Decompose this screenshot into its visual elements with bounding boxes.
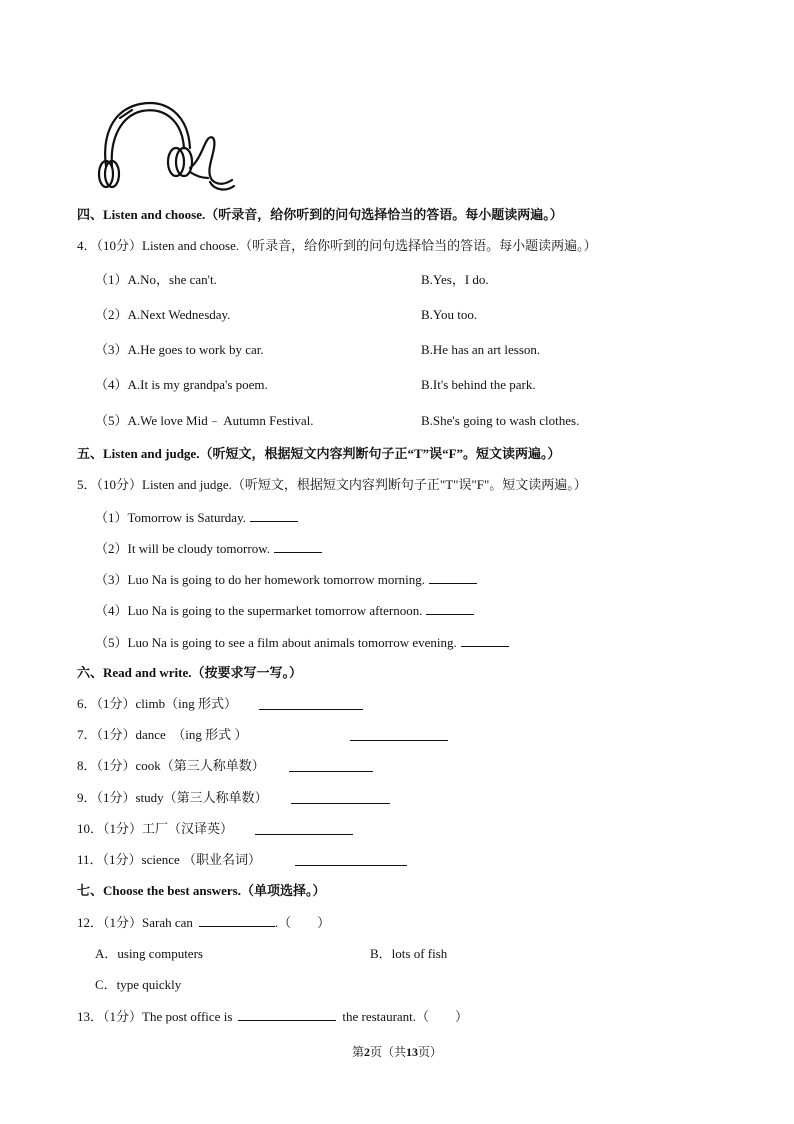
q4-item-2-option-b: B.You too. [421, 307, 478, 322]
q12-option-c[interactable]: C．type quickly [95, 977, 182, 992]
q5-item-4 [95, 602, 474, 619]
footer-mid: 页（共 [369, 1045, 406, 1059]
q4-item-2-option-a: （2）A.Next Wednesday. [95, 307, 231, 322]
q5-item-2 [95, 540, 322, 557]
q4-item-1-option-b: B.Yes，I do. [421, 272, 489, 287]
q4-item-3-option-a: （3）A.He goes to work by car. [95, 342, 264, 357]
question-13-text: 13．（1分）The post office is [77, 1009, 233, 1024]
q5-item-3-text: （3）Luo Na is going to do her homework tomorrow morning. [95, 572, 426, 587]
q4-item-4-option-a: （4）A.It is my grandpa's poem. [95, 377, 268, 392]
question-13-tail: the restaurant.（ ） [342, 1009, 469, 1024]
page-footer [0, 1043, 794, 1060]
answer-blank-10[interactable] [255, 822, 353, 835]
question-9: 9．（1分）study（第三人称单数） [77, 790, 268, 805]
question-10: 10．（1分）工厂（汉译英） [77, 821, 234, 836]
answer-blank[interactable] [461, 634, 509, 647]
q5-item-3 [95, 571, 477, 588]
q5-item-4-text: （4）Luo Na is going to the supermarket tomorrow afternoon. [95, 603, 423, 618]
section-6-heading: 六、Read and write.（按要求写一写。） [77, 665, 302, 680]
headphones-icon [92, 96, 244, 196]
answer-blank-13[interactable] [238, 1008, 336, 1021]
footer-prefix: 第 [351, 1045, 364, 1059]
question-7: 7．（1分）dance （ing 形式 ） [77, 727, 248, 742]
q4-item-4-option-b: B.It's behind the park. [421, 377, 536, 392]
answer-blank-12[interactable] [199, 914, 275, 927]
q4-item-5-option-a: （5）A.We love Mid﹣ Autumn Festival. [95, 413, 314, 428]
footer-page-number: 2 [363, 1045, 370, 1059]
q5-item-1-text: （1）Tomorrow is Saturday. [95, 510, 246, 525]
question-13 [77, 1008, 468, 1025]
section-7-heading: 七、Choose the best answers.（单项选择。） [77, 883, 326, 898]
q5-item-5 [95, 634, 509, 651]
answer-blank-11[interactable] [295, 853, 407, 866]
answer-blank-9[interactable] [291, 791, 390, 804]
section-5-heading: 五、Listen and judge.（听短文，根据短文内容判断句子正“T”误“F”。短文读两遍。） [77, 446, 561, 461]
q4-item-1-option-a: （1）A.No，she can't. [95, 272, 217, 287]
q4-item-3-option-b: B.He has an art lesson. [421, 342, 541, 357]
answer-blank[interactable] [426, 602, 474, 615]
question-12-tail: .（ ） [274, 915, 331, 930]
answer-blank[interactable] [274, 540, 322, 553]
answer-blank-8[interactable] [289, 759, 373, 772]
question-6: 6．（1分）climb（ing 形式） [77, 696, 237, 711]
question-5: 5．（10分）Listen and judge.（听短文，根据短文内容判断句子正"T"误"F"。短文读两遍。） [77, 477, 587, 492]
question-12 [77, 914, 330, 931]
q4-item-5-option-b: B.She's going to wash clothes. [421, 413, 580, 428]
question-8: 8．（1分）cook（第三人称单数） [77, 758, 265, 773]
q5-item-1 [95, 509, 298, 526]
q12-option-a[interactable]: A．using computers [95, 946, 203, 961]
q12-option-b[interactable]: B．lots of fish [370, 946, 448, 961]
question-11: 11．（1分）science （职业名词） [77, 852, 262, 867]
answer-blank[interactable] [250, 509, 298, 522]
question-12-text: 12．（1分）Sarah can [77, 915, 193, 930]
section-4-heading: 四、Listen and choose.（听录音，给你听到的问句选择恰当的答语。每小题读两遍。） [77, 207, 563, 222]
q5-item-5-text: （5）Luo Na is going to see a film about animals tomorrow evening. [95, 635, 457, 650]
question-4: 4．（10分）Listen and choose.（听录音，给你听到的问句选择恰当的答语。每小题读两遍。） [77, 238, 597, 253]
answer-blank-7[interactable] [350, 728, 448, 741]
q5-item-2-text: （2）It will be cloudy tomorrow. [95, 541, 270, 556]
footer-total-pages: 13 [406, 1045, 418, 1059]
footer-suffix: 页） [418, 1045, 443, 1059]
answer-blank-6[interactable] [259, 697, 363, 710]
answer-blank[interactable] [429, 571, 477, 584]
